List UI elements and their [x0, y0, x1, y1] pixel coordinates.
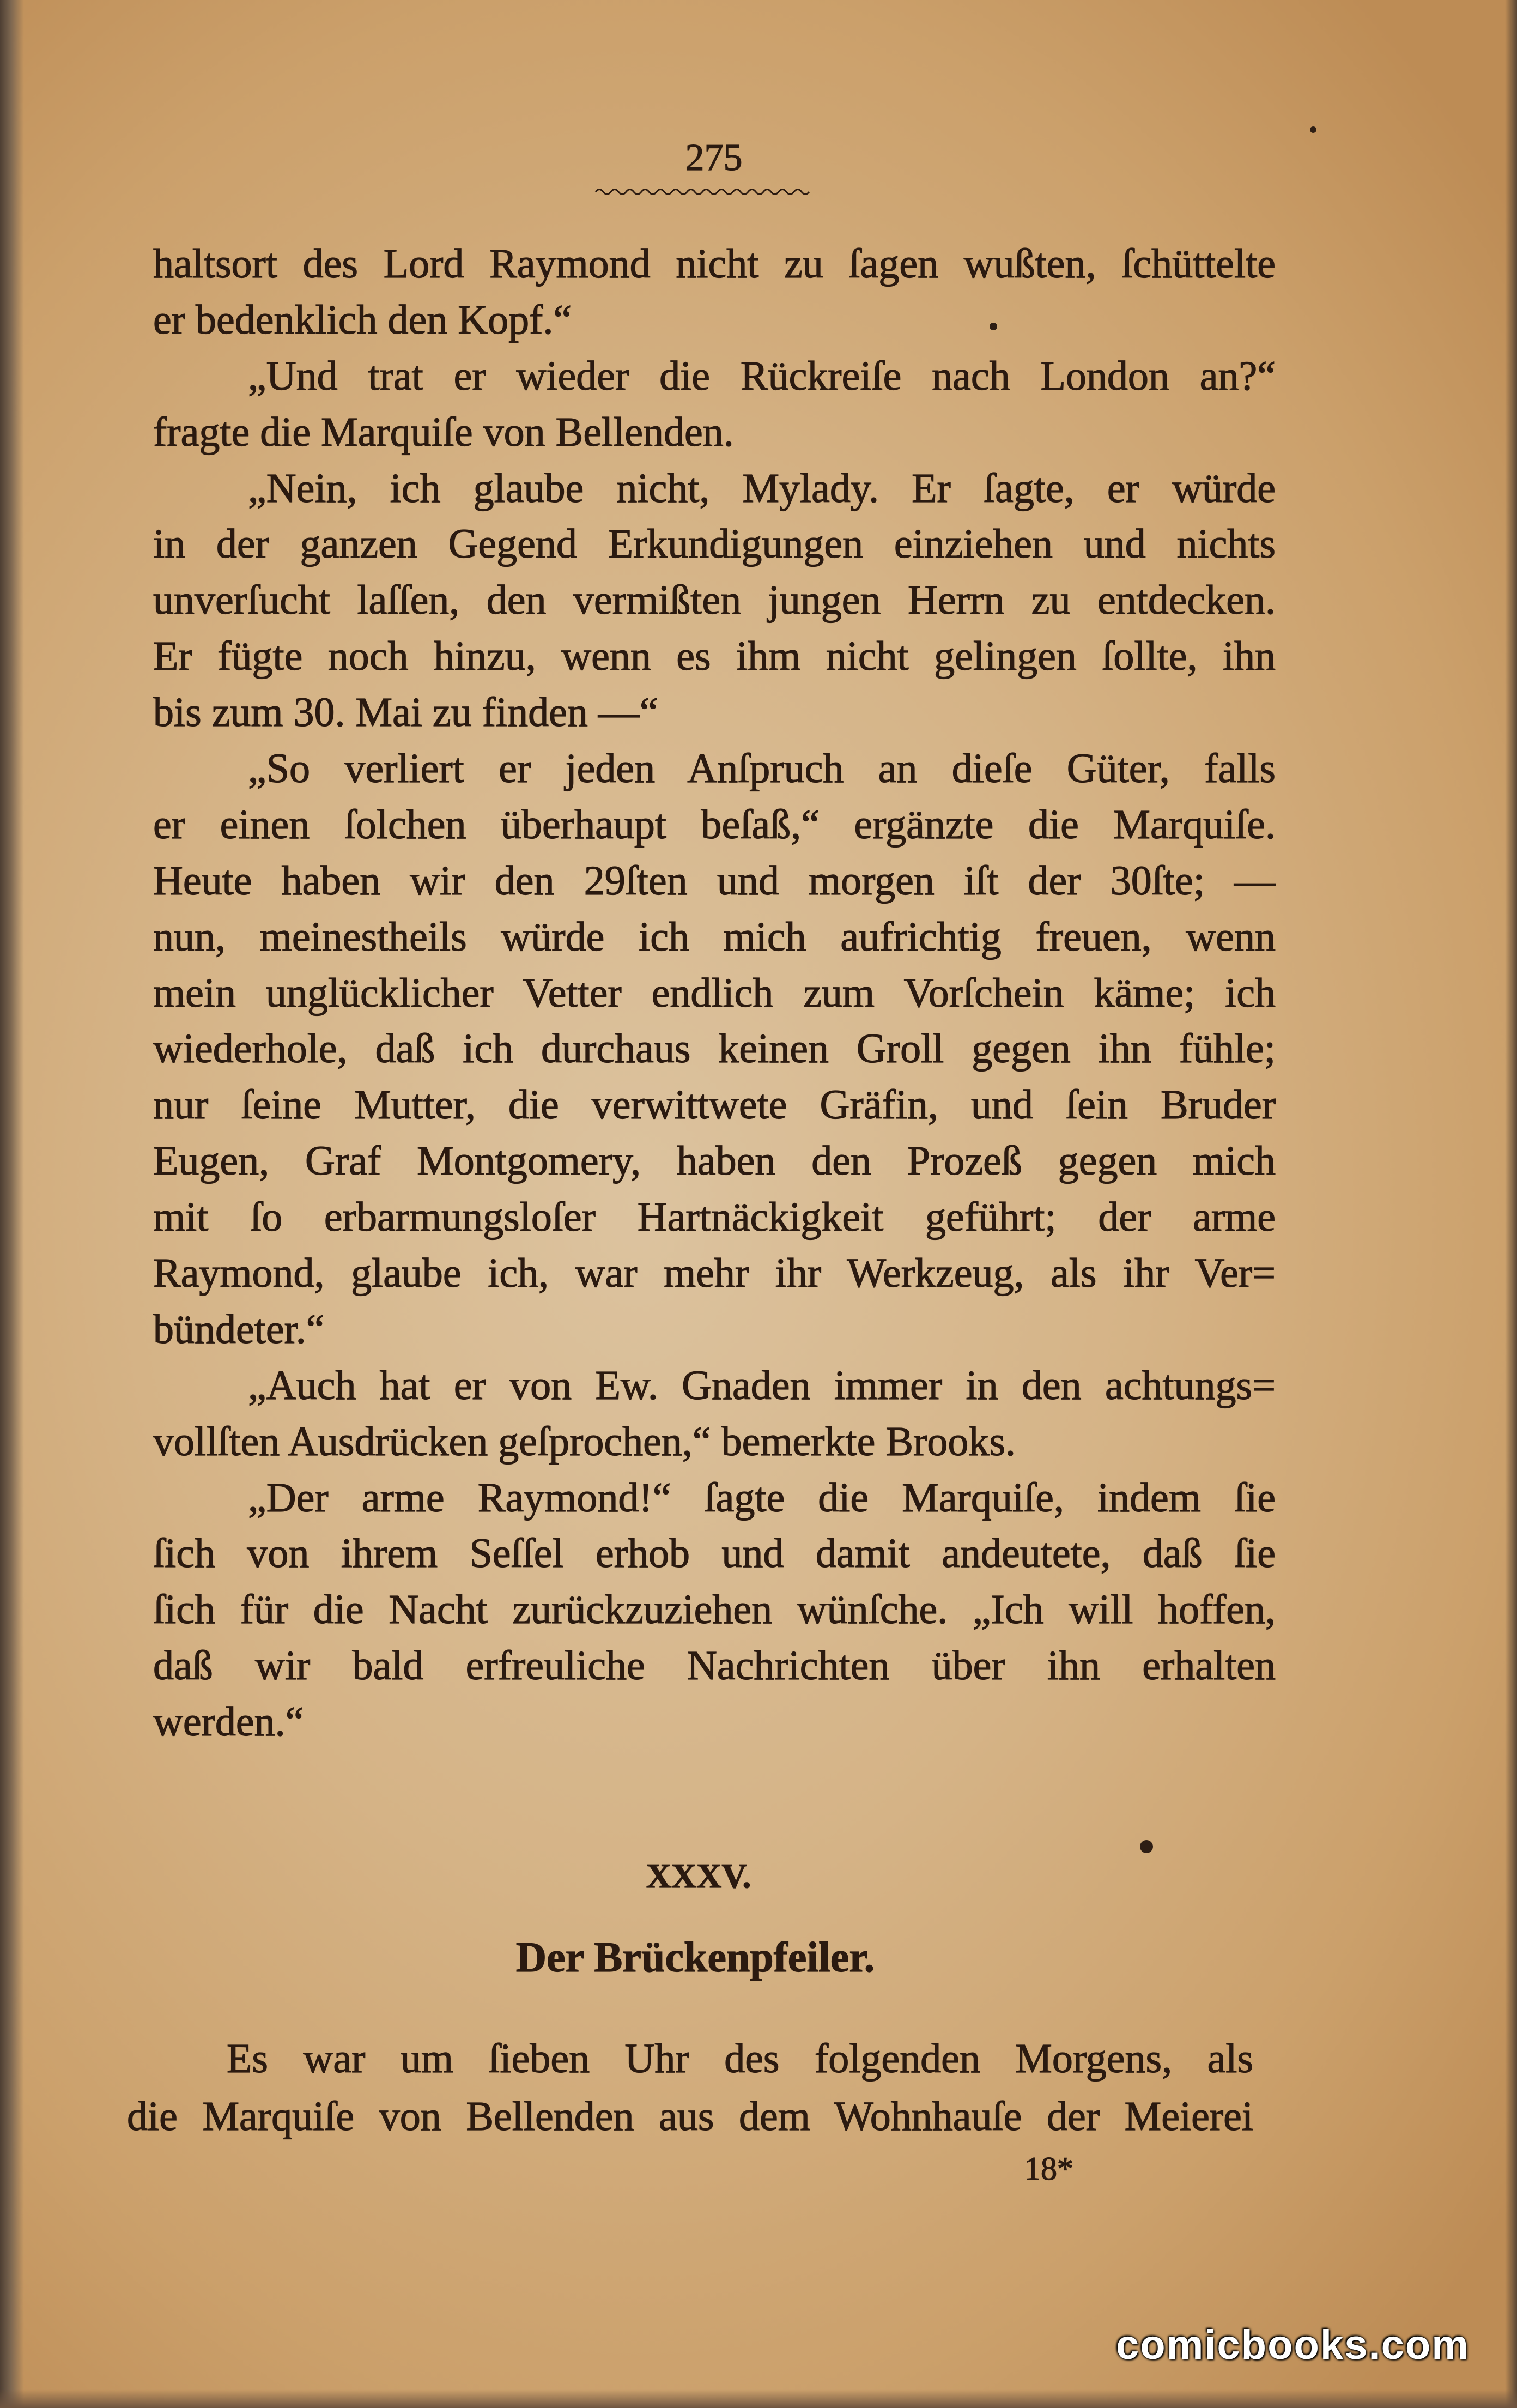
- text-line: mein unglücklicher Vetter endlich zum Vorſchein käme; ich: [153, 970, 1276, 1016]
- text-line: vollſten Ausdrücken geſprochen,“ bemerkte Brooks.: [153, 1418, 1016, 1465]
- text-line: nun, meinestheils würde ich mich aufrichtig freuen, wenn: [153, 913, 1276, 960]
- text-line: ſich von ihrem Seſſel erhob und damit andeutete, daß ſie: [153, 1530, 1276, 1577]
- text-line: werden.“: [153, 1699, 304, 1745]
- printer-signature-mark: 18*: [1024, 2151, 1073, 2187]
- text-line: Raymond, glaube ich, war mehr ihr Werkzeug, als ihr Ver=: [153, 1250, 1276, 1297]
- text-line: er bedenklich den Kopf.“: [153, 297, 572, 343]
- text-line: bündeter.“: [153, 1306, 325, 1352]
- body-text: [153, 236, 1276, 1750]
- chapter-text: [127, 2030, 1253, 2145]
- page-right-edge: [1505, 0, 1517, 2408]
- text-line: „Der arme Raymond!“ ſagte die Marquiſe, indem ſie: [248, 1474, 1276, 1521]
- text-line: daß wir bald erfreuliche Nachrichten über ihn erhalten: [153, 1643, 1276, 1689]
- text-line: haltsort des Lord Raymond nicht zu ſagen wußten, ſchüttelte: [153, 241, 1276, 287]
- text-line: „Und trat er wieder die Rückreiſe nach London an?“: [248, 353, 1276, 399]
- watermark: comicbooks.com: [1116, 2322, 1470, 2368]
- ink-speck: [1310, 126, 1316, 133]
- text-line: Es war um ſieben Uhr des folgenden Morgens, als: [227, 2036, 1253, 2082]
- text-line: Eugen, Graf Montgomery, haben den Prozeß gegen mich: [153, 1138, 1276, 1184]
- text-line: bis zum 30. Mai zu finden —“: [153, 689, 658, 736]
- text-line: „Nein, ich glaube nicht, Mylady. Er ſagte, er würde: [248, 465, 1276, 511]
- text-line: mit ſo erbarmungsloſer Hartnäckigkeit geführt; der arme: [153, 1194, 1276, 1241]
- page-bottom-edge: [0, 2389, 1517, 2408]
- text-line: Heute haben wir den 29ſten und morgen iſt der 30ſte; —: [153, 857, 1276, 904]
- text-line: „So verliert er jeden Anſpruch an dieſe Güter, falls: [248, 746, 1276, 792]
- ink-speck: [1140, 1840, 1153, 1853]
- text-line: fragte die Marquiſe von Bellenden.: [153, 409, 734, 455]
- text-line: wiederhole, daß ich durchaus keinen Groll gegen ihn fühle;: [153, 1026, 1276, 1072]
- text-line: er einen ſolchen überhaupt beſaß,“ ergänzte die Marquiſe.: [153, 801, 1276, 848]
- page-left-edge: [0, 0, 24, 2408]
- text-line: nur ſeine Mutter, die verwittwete Gräfin, und ſein Bruder: [153, 1082, 1276, 1128]
- text-line: die Marquiſe von Bellenden aus dem Wohnhauſe der Meierei: [127, 2094, 1253, 2139]
- page-number: 275: [685, 137, 743, 179]
- text-line: in der ganzen Gegend Erkundigungen einziehen und nichts: [153, 521, 1276, 567]
- text-line: unverſucht laſſen, den vermißten jungen Herrn zu entdecken.: [153, 577, 1276, 624]
- text-line: Er fügte noch hinzu, wenn es ihm nicht gelingen ſollte, ihn: [153, 633, 1276, 680]
- text-line: ſich für die Nacht zurückzuziehen wünſche. „Ich will hoffen,: [153, 1587, 1276, 1633]
- text-line: „Auch hat er von Ew. Gnaden immer in den achtungs=: [248, 1362, 1276, 1408]
- ornament-rule: [594, 184, 820, 199]
- chapter-title: Der Brückenpfeiler.: [515, 1933, 875, 1981]
- chapter-number: XXXV.: [646, 1856, 751, 1895]
